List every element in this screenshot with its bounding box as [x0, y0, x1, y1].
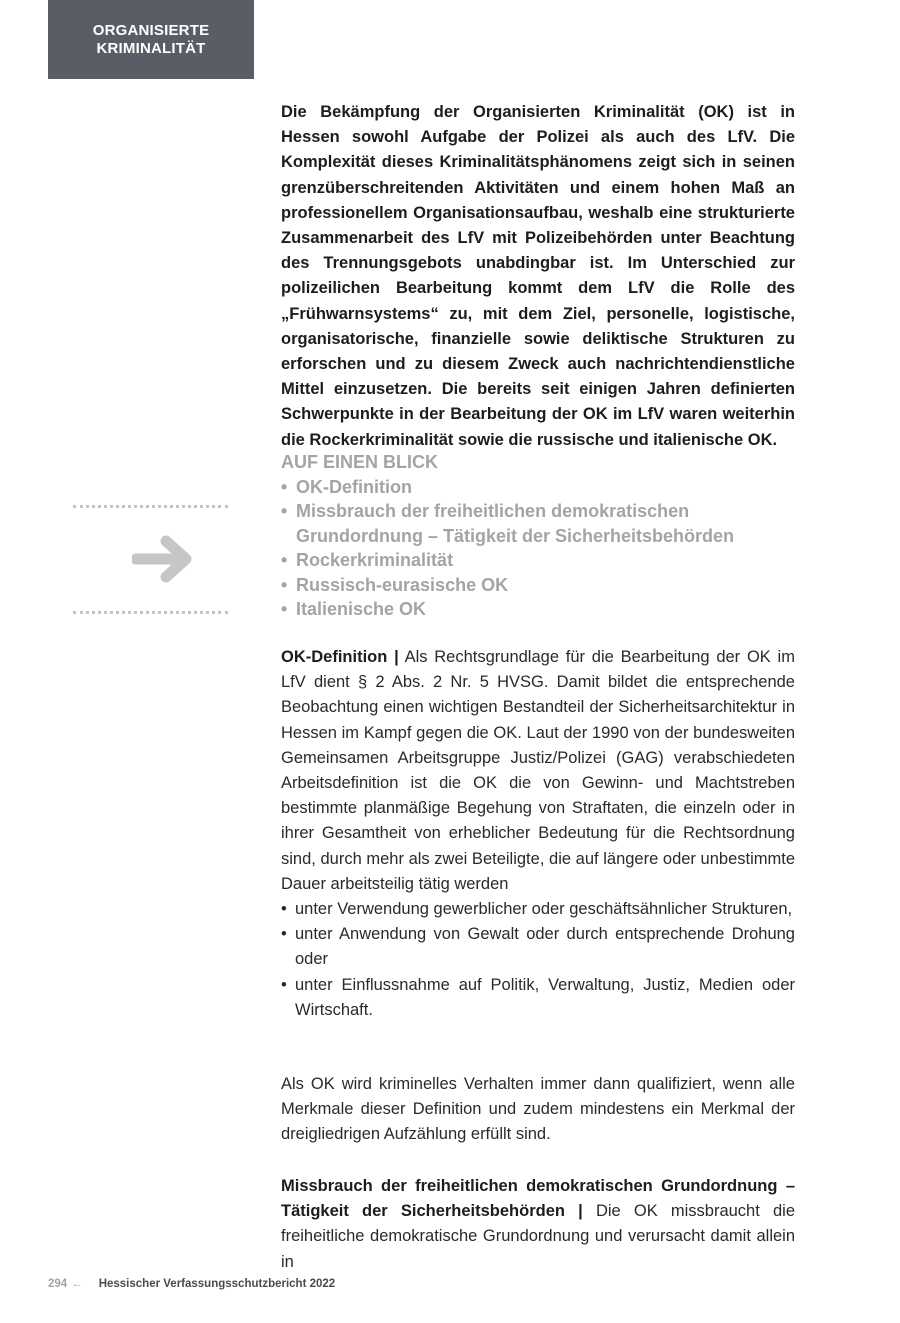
glance-item: • Italienische OK — [281, 597, 795, 622]
ok-definition-text: Als Rechtsgrundlage für die Bearbeitung der OK im LfV dient § 2 Abs. 2 Nr. 5 HVSG. Damit bildet die entsprechende Beobachtung einen wichtigen Bestandteil der Sicherheitsarchitektur in Hessen im Kampf gegen die OK. Laut der 1990 von der bundesweiten Gemeinsamen Arbeitsgruppe Justiz/Polizei (GAG) verabschiedeten Arbeitsdefinition ist die OK die von Gewinn- und Machtstreben bestimmte planmäßige Begehung von Straftaten, die einzeln oder in ihrer Gesamtheit von erheblicher Bedeutung für die Rechtsordnung sind, durch mehr als zwei Beteiligte, die auf längere oder unbestimmte Dauer arbeitsteilig tätig werden — [281, 648, 795, 893]
at-a-glance-list — [281, 475, 795, 622]
page-number: 294 — [48, 1278, 68, 1290]
glance-item: • Rockerkriminalität — [281, 548, 795, 573]
glance-item: • OK-Definition — [281, 475, 795, 500]
ok-criteria-item: • unter Verwendung gewerblicher oder geschäftsähnlicher Strukturen, — [281, 897, 795, 922]
ok-definition-section — [281, 645, 795, 1023]
intro-paragraph: Die Bekämpfung der Organisierten Kriminalität (OK) ist in Hessen sowohl Aufgabe der Polizei als auch des LfV. Die Komplexität dieses Kriminalitätsphänomens zeigt sich in seinen grenzüberschreitenden Aktivitäten und einem hohen Maß an professionellem Organisationsaufbau, weshalb eine strukturierte Zusammenarbeit des LfV mit Polizeibehörden unter Beachtung des Trennungsgebots unabdingbar ist. Im Unterschied zur polizeilichen Bearbeitung kommt dem LfV die Rolle des „Frühwarnsystems“ zu, mit dem Ziel, personelle, logistische, organisatorische, finanzielle sowie deliktische Strukturen zu erforschen und zu diesem Zweck auch nachrichtendienstliche Mittel einzusetzen. Die bereits seit einigen Jahren definierten Schwerpunkte in der Bearbeitung der OK im LfV waren weiterhin die Rockerkriminalität sowie die russische und italienische OK. — [281, 103, 795, 449]
ok-criteria-list — [281, 897, 795, 1023]
dotted-divider-bottom — [73, 611, 228, 614]
ok-definition-heading: OK-Definition | — [281, 648, 399, 666]
ok-criteria-item: • unter Anwendung von Gewalt oder durch entsprechende Drohung oder — [281, 922, 795, 972]
missbrauch-paragraph — [281, 1174, 795, 1275]
missbrauch-text: Die OK missbraucht die freiheitliche demokratische Grundordnung und verursacht damit allein in — [281, 1202, 795, 1271]
section-tab-line1: ORGANISIERTE — [92, 21, 210, 39]
ok-criteria-item: • unter Einflussnahme auf Politik, Verwaltung, Justiz, Medien oder Wirtschaft. — [281, 973, 795, 1023]
back-arrow-icon[interactable]: ← — [71, 1278, 83, 1290]
section-tab — [48, 0, 254, 79]
glance-item: • Missbrauch der freiheitlichen demokratischen Grundordnung – Tätigkeit der Sicherheitsbehörden — [281, 499, 795, 548]
section-tab-line2: KRIMINALITÄT — [96, 39, 206, 57]
at-a-glance-box — [281, 450, 795, 622]
arrow-right-icon — [132, 533, 196, 585]
glance-item: • Russisch-eurasische OK — [281, 573, 795, 598]
dotted-divider-top — [73, 505, 228, 508]
missbrauch-heading: Missbrauch der freiheitlichen demokratischen Grundordnung – Tätigkeit der Sicherheitsbehörden | — [281, 1177, 795, 1221]
page-footer — [48, 1278, 335, 1290]
footer-title: Hessischer Verfassungsschutzbericht 2022 — [98, 1278, 336, 1290]
ok-definition-paragraph — [281, 645, 795, 897]
at-a-glance-title: AUF EINEN BLICK — [281, 452, 438, 472]
qualification-paragraph: Als OK wird kriminelles Verhalten immer dann qualifiziert, wenn alle Merkmale dieser Definition und zudem mindestens ein Merkmal der dreigliedrigen Aufzählung erfüllt sind. — [281, 1075, 795, 1144]
